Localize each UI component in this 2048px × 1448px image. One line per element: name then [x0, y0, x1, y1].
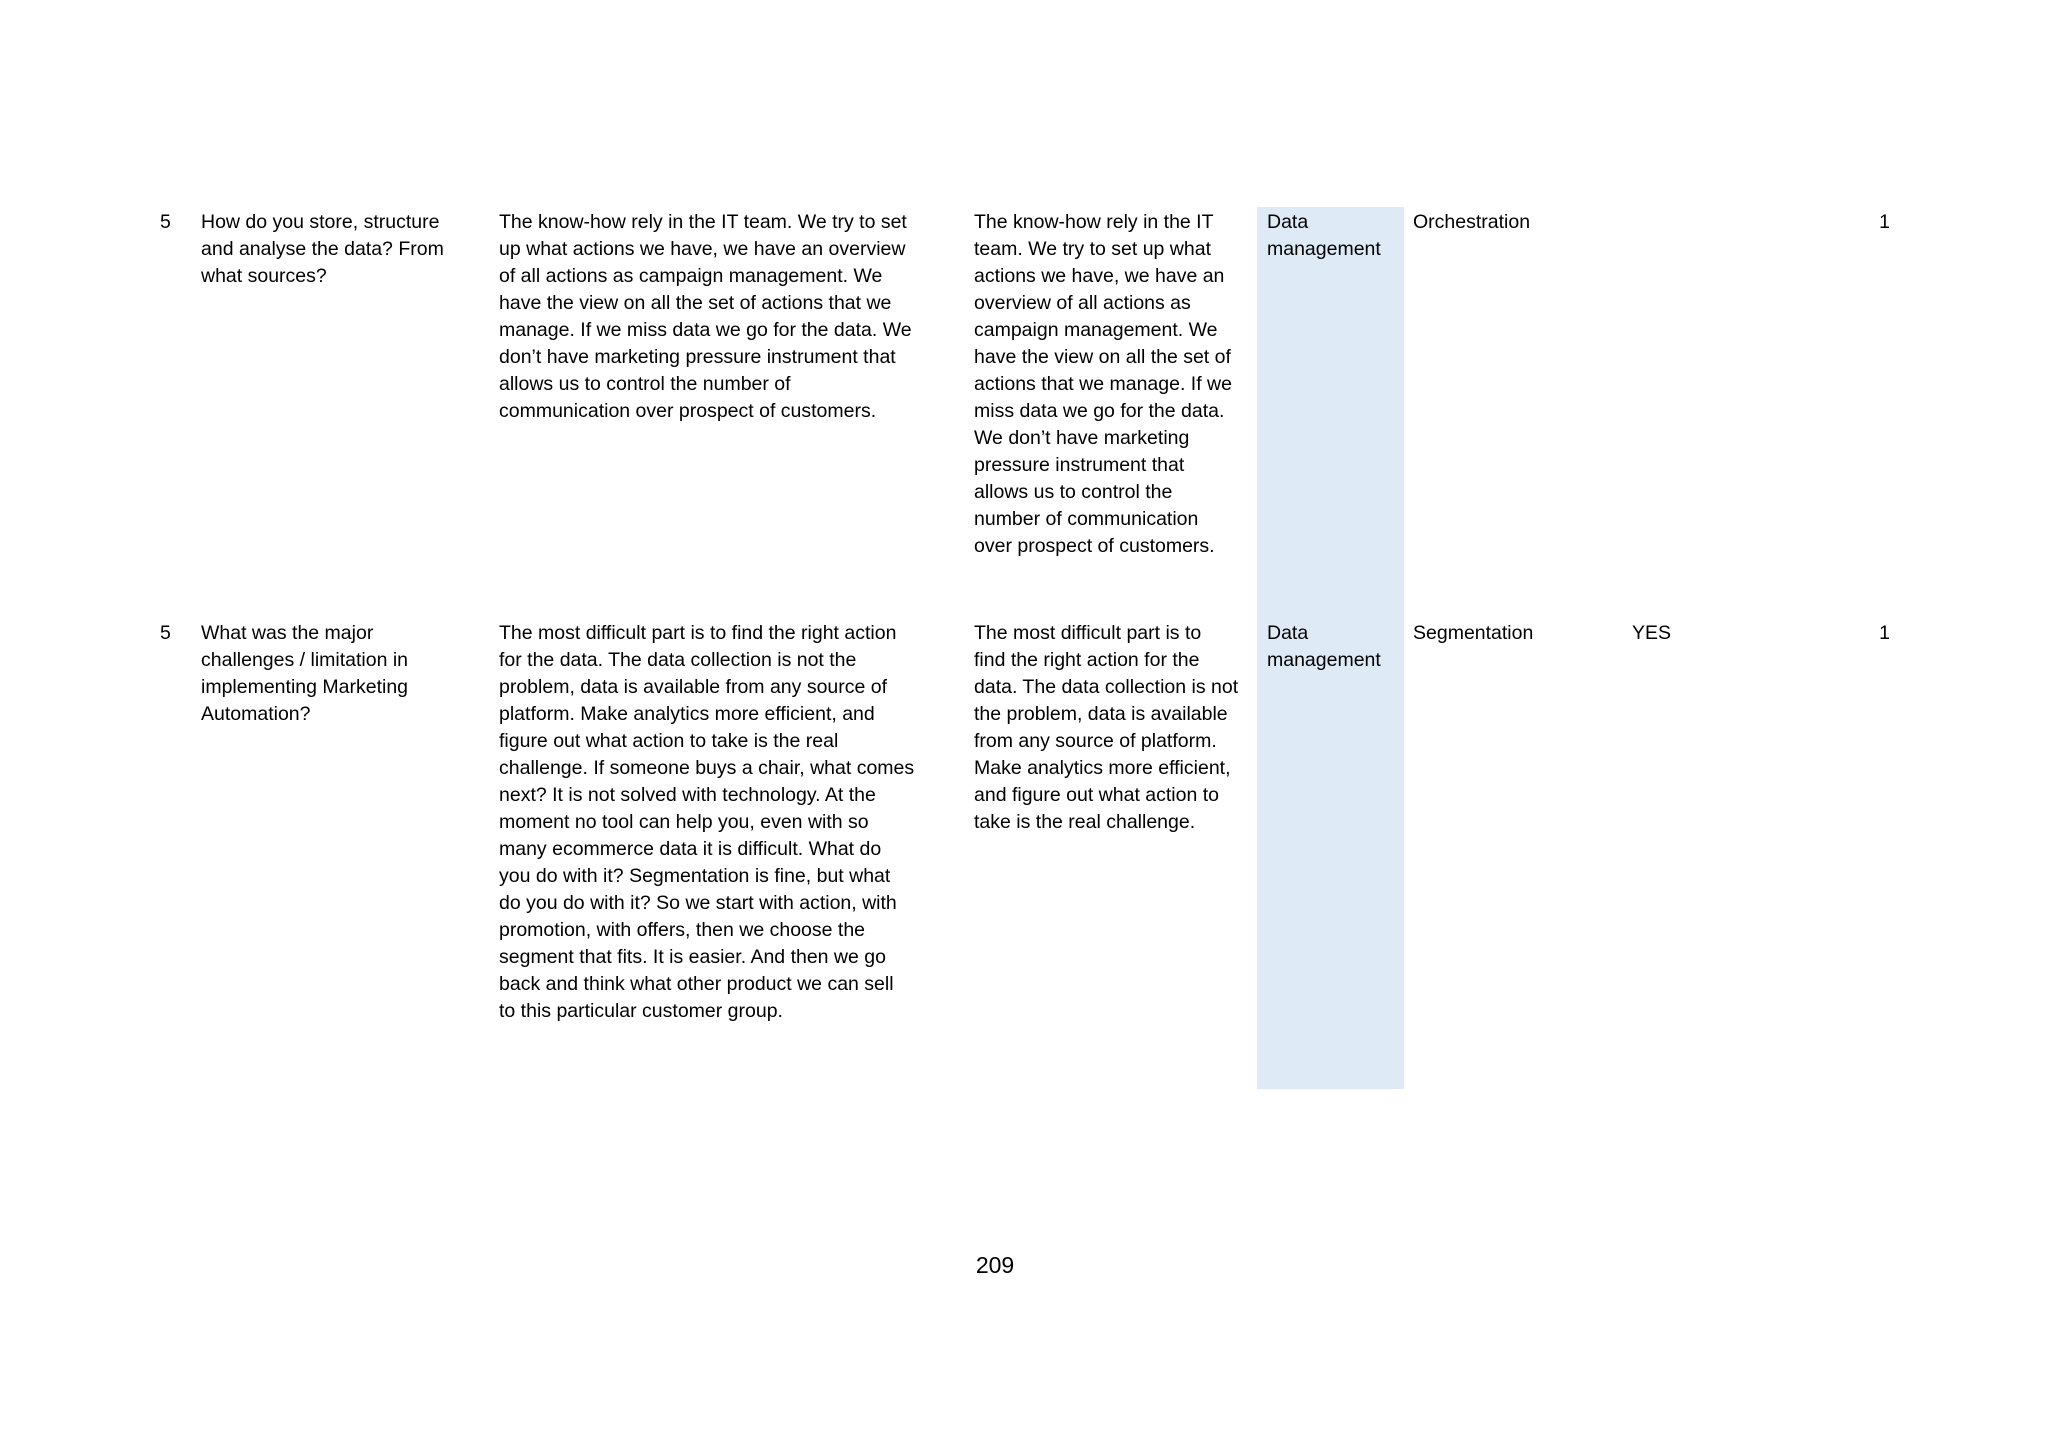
- answer-text: The know-how rely in the IT team. We try to set up what actions we have, we have an overview of all actions as campaign management. We have the view on all the set of actions that we manage. If we miss data we go for the data. We don’t have marketing pressure instrument that allows us to control the number of communication over prospect of customers.: [499, 211, 912, 422]
- subcategory-label: Segmentation: [1413, 622, 1534, 644]
- score-value: 1: [1879, 211, 1890, 233]
- category-label: Data management: [1267, 622, 1381, 671]
- flag-value: YES: [1632, 622, 1672, 644]
- question-text: What was the major challenges / limitation in implementing Marketing Automation?: [201, 622, 409, 725]
- row-number: 5: [160, 211, 171, 233]
- page-number: 209: [975, 1252, 1015, 1278]
- question-text: How do you store, structure and analyse the data? From what sources?: [201, 211, 444, 287]
- category-label: Data management: [1267, 211, 1381, 260]
- row-number: 5: [160, 622, 171, 644]
- answer-summary: The know-how rely in the IT team. We try to set up what actions we have, we have an overview of all actions as campaign management. We have the view on all the set of actions that we manage. If we miss data we go for the data. We don’t have marketing pressure instrument that allows us to control the number of communication over prospect of customers.: [974, 211, 1232, 557]
- answer-text: The most difficult part is to find the right action for the data. The data collection is not the problem, data is available from any source of platform. Make analytics more efficient, and figure out what action to take is the real challenge. If someone buys a chair, what comes next? It is not solved with technology. At the moment no tool can help you, even with so many ecommerce data it is difficult. What do you do with it? Segmentation is fine, but what do you do with it? So we start with action, with promotion, with offers, then we choose the segment that fits. It is easier. And then we go back and think what other product we can sell to this particular customer group.: [499, 622, 915, 1022]
- answer-summary: The most difficult part is to find the right action for the data. The data collection is not the problem, data is available from any source of platform. Make analytics more efficient, and figure out what action to take is the real challenge.: [974, 622, 1239, 833]
- subcategory-label: Orchestration: [1413, 211, 1531, 233]
- score-value: 1: [1879, 622, 1890, 644]
